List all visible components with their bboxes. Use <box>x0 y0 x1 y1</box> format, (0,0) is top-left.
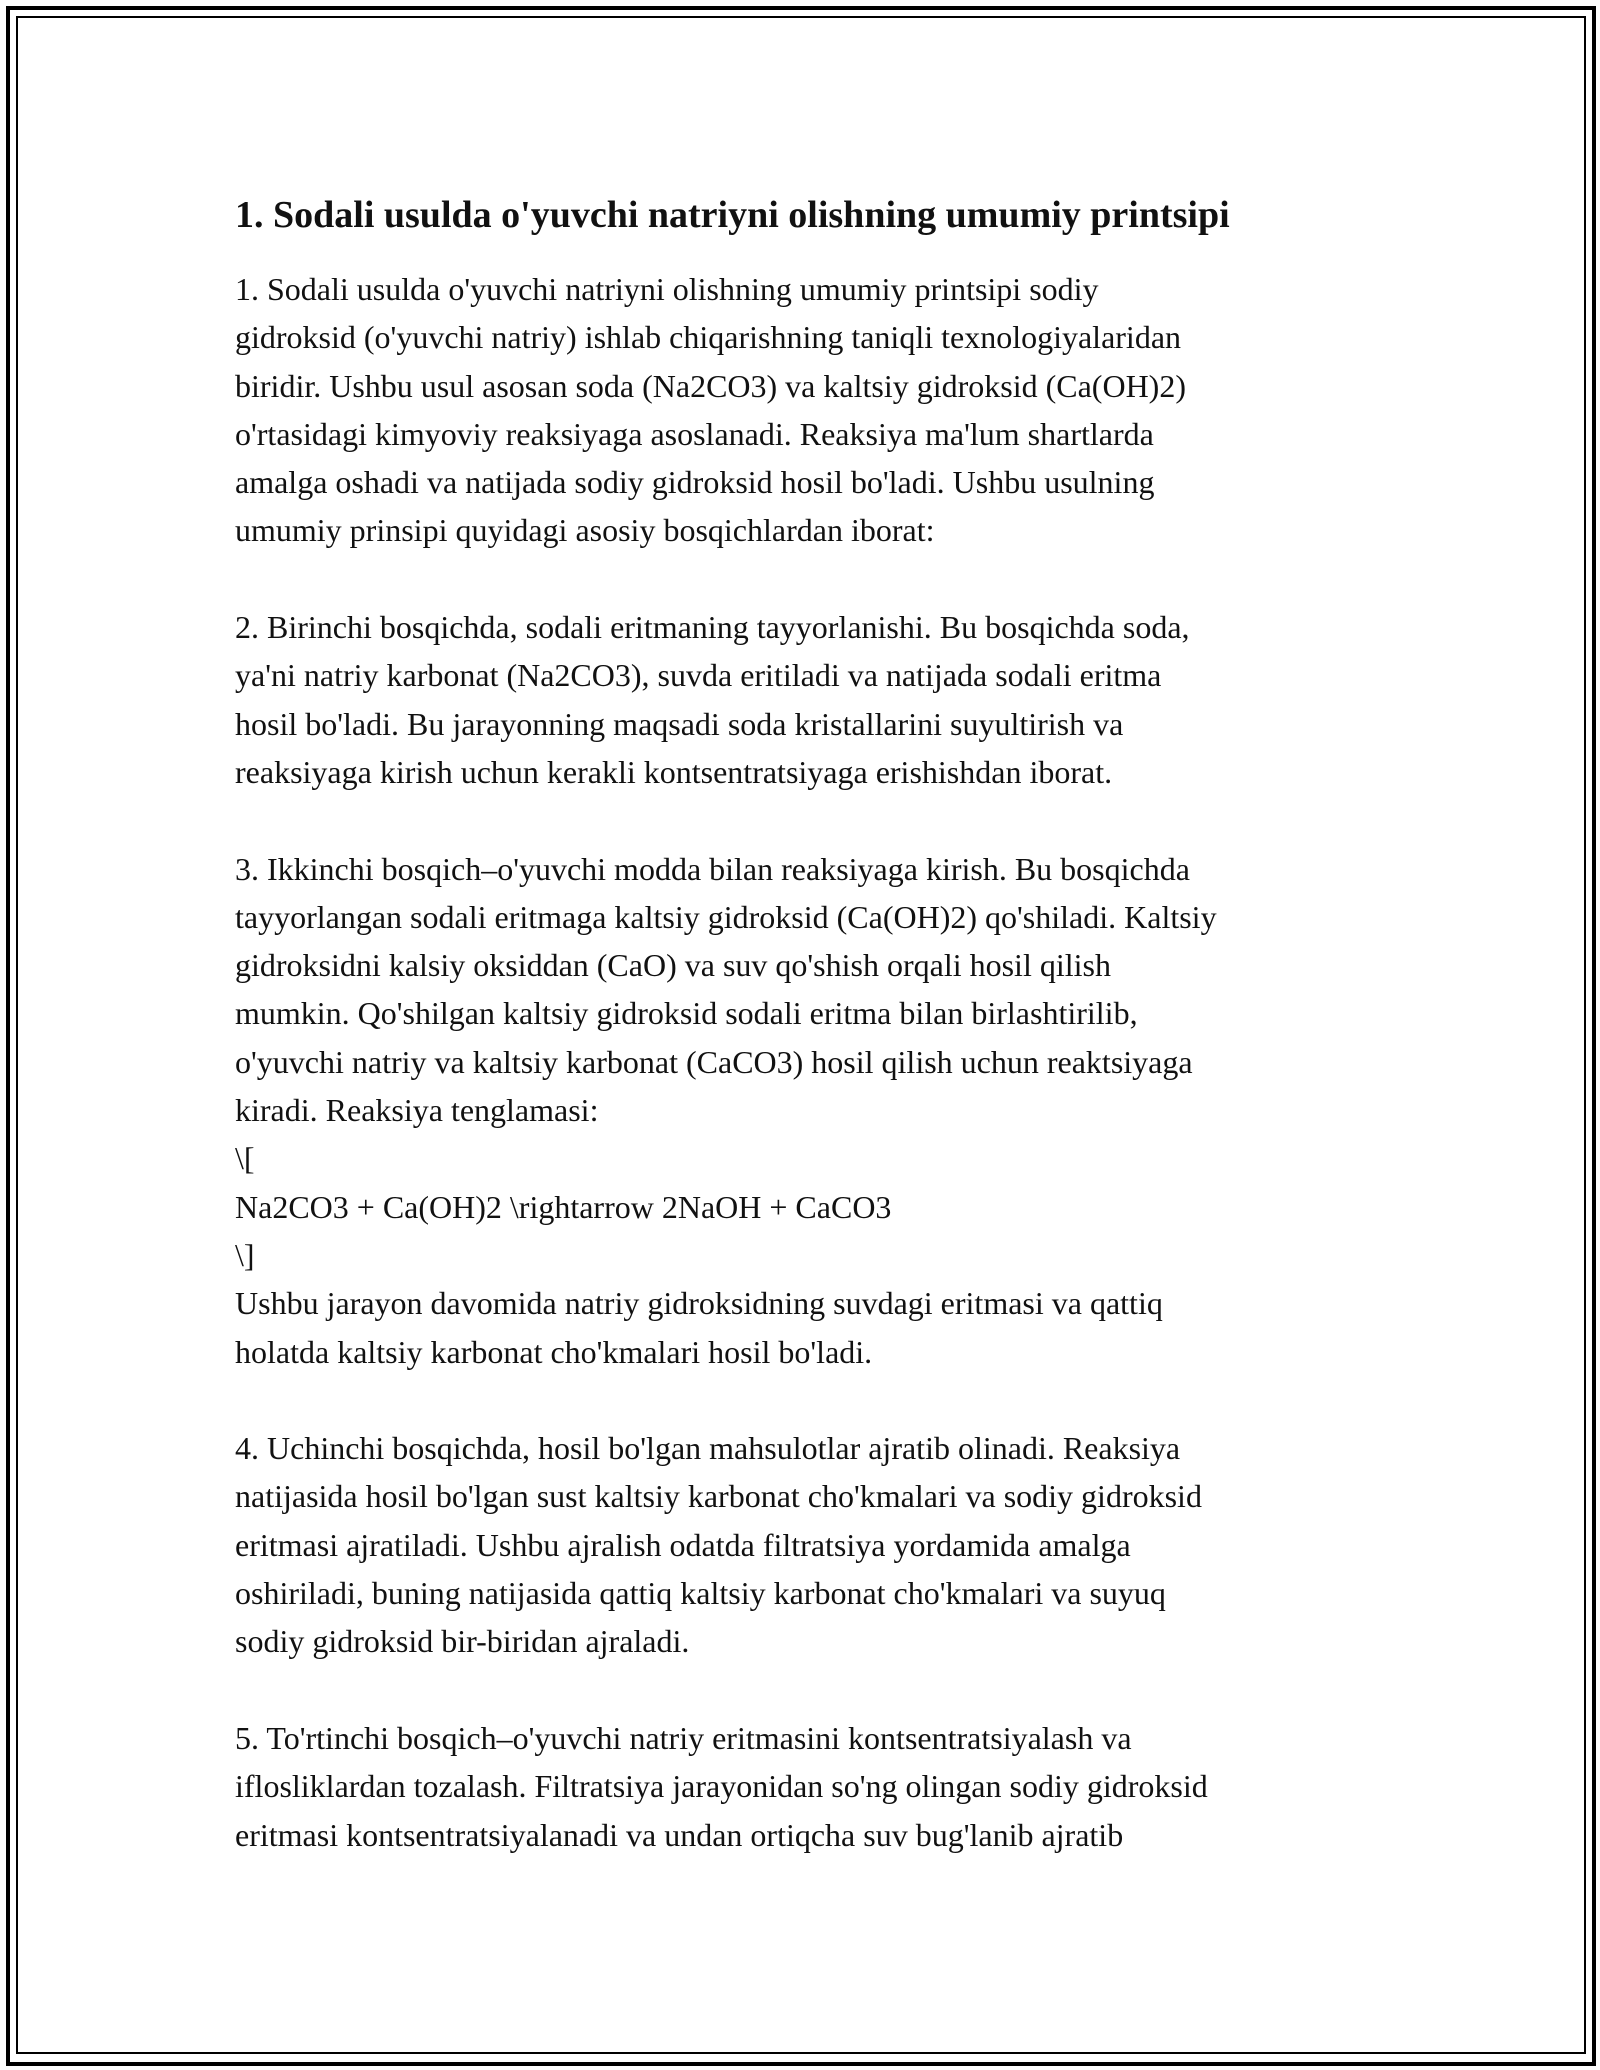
paragraph-3: 3. Ikkinchi bosqich–o'yuvchi modda bilan reaksiyaga kirish. Bu bosqichda tayyorlangan sodali eritmaga kaltsiy gidroksid (Ca(OH)2) qo'shiladi. Kaltsiy gidroksidni kalsiy oksiddan (CaO) va suv qo'shish orqali hosil qilish mumkin. Qo'shilgan kaltsiy gidroksid sodali eritma bilan birlashtirilib, o'yuvchi natriy va kaltsiy karbonat (CaCO3) hosil qilish uchun reaktsiyaga kiradi. Reaksiya tenglamasi: \[ Na2CO3 + Ca(OH)2 \rightarrow 2NaOH + CaCO3 \] Ushbu jarayon davomida natriy gidroksidning suvdagi eritmasi va qattiq holatda kaltsiy karbonat cho'kmalari hosil bo'ladi. <box>235 850 1217 1370</box>
paragraph-spacer <box>235 796 1370 844</box>
paragraph-spacer <box>235 1376 1370 1424</box>
paragraph-4: 4. Uchinchi bosqichda, hosil bo'lgan mahsulotlar ajratib olinadi. Reaksiya natijasida hosil bo'lgan sust kaltsiy karbonat cho'kmalari va sodiy gidroksid eritmasi ajratiladi. Ushbu ajralish odatda filtratsiya yordamida amalga oshiriladi, buning natijasida qattiq kaltsiy karbonat cho'kmalari va suyuq sodiy gidroksid bir-biridan ajraladi. <box>235 1430 1202 1660</box>
document-heading: 1. Sodali usulda o'yuvchi natriyni olishning umumiy printsipi <box>235 194 1230 236</box>
paragraph-spacer <box>235 1666 1370 1714</box>
paragraph-5: 5. To'rtinchi bosqich–o'yuvchi natriy eritmasini kontsentratsiyalash va iflosliklardan tozalash. Filtratsiya jarayonidan so'ng olingan sodiy gidroksid eritmasi kontsentratsiyalanadi va undan ortiqcha suv bug'lanib ajratib <box>235 1719 1208 1853</box>
paragraph-spacer <box>235 555 1370 603</box>
paragraph-2: 2. Birinchi bosqichda, sodali eritmaning tayyorlanishi. Bu bosqichda soda, ya'ni natriy karbonat (Na2CO3), suvda eritiladi va natijada sodali eritma hosil bo'ladi. Bu jarayonning maqsadi soda kristallarini suyultirish va reaksiyaga kirish uchun kerakli kontsentratsiyaga erishishdan iborat. <box>235 609 1190 790</box>
document-body <box>235 185 1370 1859</box>
paragraph-1: 1. Sodali usulda o'yuvchi natriyni olishning umumiy printsipi sodiy gidroksid (o'yuvchi natriy) ishlab chiqarishning taniqli texnologiyalaridan biridir. Ushbu usul asosan soda (Na2CO3) va kaltsiy gidroksid (Ca(OH)2) o'rtasidagi kimyoviy reaksiyaga asoslanadi. Reaksiya ma'lum shartlarda amalga oshadi va natijada sodiy gidroksid hosil bo'ladi. Ushbu usulning umumiy prinsipi quyidagi asosiy bosqichlardan iborat: <box>235 271 1186 549</box>
